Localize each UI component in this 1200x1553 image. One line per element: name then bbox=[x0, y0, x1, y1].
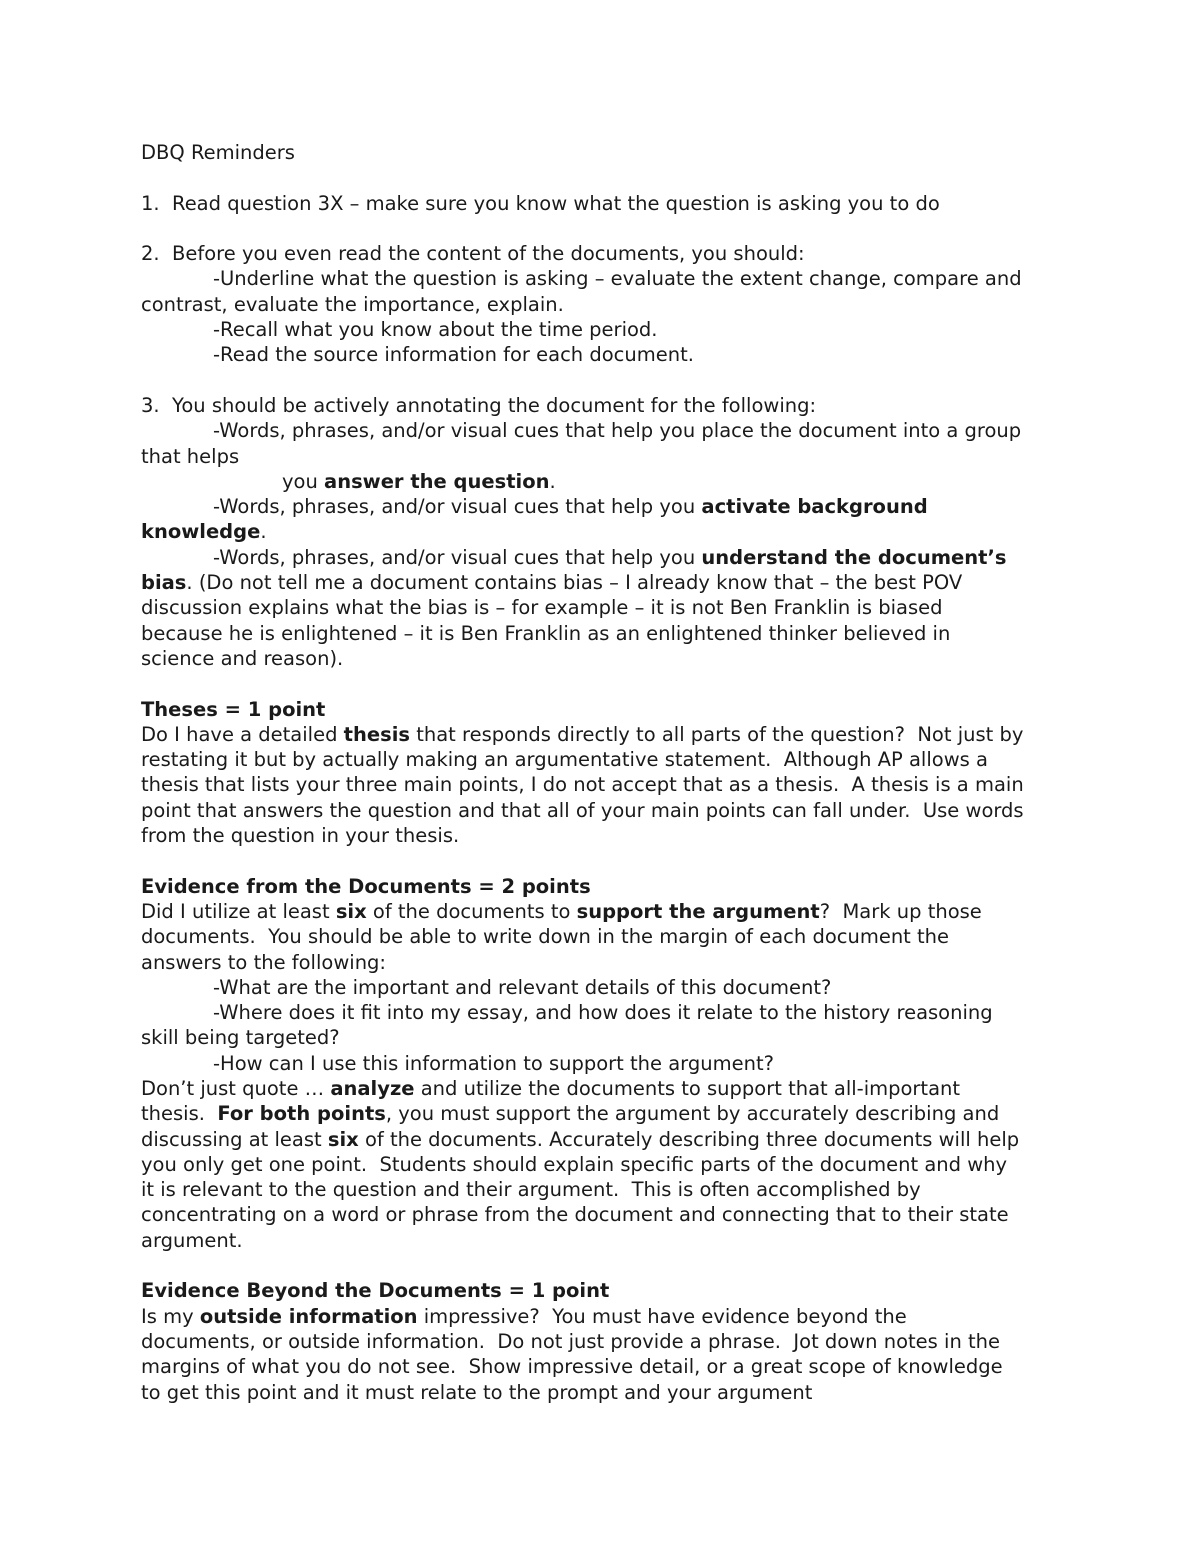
spacer bbox=[141, 1253, 1131, 1278]
bold-text: knowledge bbox=[141, 520, 261, 544]
step-2-item-2: -Recall what you know about the time period. bbox=[213, 318, 658, 342]
step-3-cue-2 bbox=[141, 494, 1131, 519]
bold-text: For both points bbox=[217, 1102, 386, 1126]
evidence-beyond-heading bbox=[141, 1278, 1131, 1303]
thesis-line-2: restating it but by actually making an argumentative statement. Although AP allows a bbox=[141, 748, 988, 772]
evidence-docs-line-9: concentrating on a word or phrase from the document and connecting that to their state bbox=[141, 1203, 1009, 1227]
step-2-intro: Before you even read the content of the documents, you should: bbox=[172, 242, 805, 266]
step-3-cue-1-cont-2 bbox=[141, 469, 1131, 494]
text-run: Don’t just quote … bbox=[141, 1076, 331, 1100]
evidence-docs-question-3: -How can I use this information to support the argument? bbox=[213, 1051, 774, 1075]
spacer bbox=[141, 368, 1131, 393]
evidence-docs-question-1: -What are the important and relevant details of this document? bbox=[213, 975, 832, 999]
evidence-docs-line-2: documents. You should be able to write down in the margin of each document the bbox=[141, 925, 950, 949]
step-1-text: Read question 3X – make sure you know what the question is asking you to do bbox=[172, 191, 940, 215]
text-run: thesis. bbox=[141, 1102, 218, 1126]
evidence-docs-line-4 bbox=[141, 1076, 1131, 1101]
step-2-item-1-cont: contrast, evaluate the importance, explain. bbox=[141, 292, 564, 316]
text-run: Did I utilize at least bbox=[141, 899, 336, 923]
evidence-docs-line-6 bbox=[141, 1127, 1131, 1152]
evidence-docs-heading bbox=[141, 874, 1131, 899]
evidence-docs-question-2: -Where does it fit into my essay, and how does it relate to the history reasoning bbox=[213, 1001, 993, 1025]
text-run: of the documents. Accurately describing three documents will help bbox=[358, 1127, 1020, 1151]
spacer bbox=[141, 671, 1131, 696]
bold-text: activate background bbox=[701, 495, 928, 519]
thesis-line-5: from the question in your thesis. bbox=[141, 824, 460, 848]
text-run: and utilize the documents to support that all-important bbox=[414, 1076, 961, 1100]
evidence-beyond-line-1 bbox=[141, 1304, 1131, 1329]
step-3-cue-3-cont-2: discussion explains what the bias is – for example – it is not Ben Franklin is biased bbox=[141, 596, 943, 620]
section-heading: Evidence from the Documents = 2 points bbox=[141, 874, 591, 898]
text-run: discussing at least bbox=[141, 1127, 328, 1151]
thesis-line-4: point that answers the question and that all of your main points can fall under. Use words bbox=[141, 798, 1024, 822]
text-run: Is my bbox=[141, 1304, 200, 1328]
text-run: -Words, phrases, and/or visual cues that help you bbox=[213, 545, 702, 569]
text-run: you bbox=[282, 469, 325, 493]
bold-text: six bbox=[327, 1127, 359, 1151]
evidence-docs-line-8: it is relevant to the question and their argument. This is often accomplished by bbox=[141, 1178, 921, 1202]
text-run: that responds directly to all parts of the question? Not just by bbox=[410, 722, 1024, 746]
bold-text: outside information bbox=[199, 1304, 418, 1328]
document-page bbox=[141, 140, 1131, 1405]
step-2 bbox=[141, 241, 1131, 266]
thesis-line-1 bbox=[141, 722, 1131, 747]
step-3-cue-3 bbox=[141, 545, 1131, 570]
bold-text: understand the document’s bbox=[701, 545, 1007, 569]
bold-text: analyze bbox=[330, 1076, 415, 1100]
step-3-cue-2-cont bbox=[141, 519, 1131, 544]
bold-text: support the argument bbox=[576, 899, 820, 923]
spacer bbox=[141, 216, 1131, 241]
step-3-intro: You should be actively annotating the document for the following: bbox=[172, 393, 817, 417]
text-run: ? Mark up those bbox=[819, 899, 982, 923]
step-3-cue-1: -Words, phrases, and/or visual cues that help you place the document into a group bbox=[213, 419, 1022, 443]
spacer bbox=[141, 848, 1131, 873]
bold-text: answer the question bbox=[324, 469, 550, 493]
evidence-beyond-line-4: to get this point and it must relate to the prompt and your argument bbox=[141, 1380, 813, 1404]
step-3-number: 3. bbox=[141, 393, 160, 417]
evidence-docs-line-1 bbox=[141, 899, 1131, 924]
text-run: of the documents to bbox=[366, 899, 577, 923]
thesis-heading bbox=[141, 697, 1131, 722]
document-title: DBQ Reminders bbox=[141, 141, 295, 164]
step-1 bbox=[141, 191, 1131, 216]
evidence-docs-line-10: argument. bbox=[141, 1228, 243, 1252]
evidence-beyond-line-2: documents, or outside information. Do not just provide a phrase. Jot down notes in the bbox=[141, 1329, 1001, 1353]
step-3-cue-3-cont-3: because he is enlightened – it is Ben Franklin as an enlightened thinker believed in bbox=[141, 621, 951, 645]
bold-text: bias bbox=[141, 571, 187, 595]
text-run: . bbox=[549, 469, 556, 493]
step-2-item-3: -Read the source information for each document. bbox=[213, 343, 694, 367]
text-run: Do I have a detailed bbox=[141, 722, 344, 746]
evidence-docs-line-5 bbox=[141, 1101, 1131, 1126]
step-3-cue-3-cont-4: science and reason). bbox=[141, 646, 344, 670]
text-run: , you must support the argument by accurately describing and bbox=[385, 1102, 1000, 1126]
section-heading: Evidence Beyond the Documents = 1 point bbox=[141, 1279, 610, 1303]
text-run: -Words, phrases, and/or visual cues that help you bbox=[213, 495, 702, 519]
evidence-docs-line-3: answers to the following: bbox=[141, 950, 386, 974]
bold-text: thesis bbox=[343, 722, 410, 746]
section-heading: Theses = 1 point bbox=[141, 697, 326, 721]
step-2-number: 2. bbox=[141, 242, 160, 266]
evidence-beyond-line-3: margins of what you do not see. Show impressive detail, or a great scope of knowledge bbox=[141, 1355, 1003, 1379]
step-3-cue-3-cont bbox=[141, 570, 1131, 595]
spacer bbox=[141, 165, 1131, 190]
bold-text: six bbox=[335, 899, 367, 923]
evidence-docs-line-7: you only get one point. Students should explain specific parts of the document and why bbox=[141, 1152, 1008, 1176]
step-2-item-1: -Underline what the question is asking – evaluate the extent change, compare and bbox=[213, 267, 1022, 291]
text-run: impressive? You must have evidence beyond the bbox=[417, 1304, 907, 1328]
evidence-docs-question-2-cont: skill being targeted? bbox=[141, 1026, 340, 1050]
step-3-cue-1-cont: that helps bbox=[141, 444, 240, 468]
text-run: . bbox=[260, 520, 267, 544]
text-run: . (Do not tell me a document contains bias – I already know that – the best POV bbox=[186, 571, 963, 595]
step-3 bbox=[141, 393, 1131, 418]
step-1-number: 1. bbox=[141, 191, 160, 215]
thesis-line-3: thesis that lists your three main points, I do not accept that as a thesis. A thesis is a main bbox=[141, 773, 1024, 797]
